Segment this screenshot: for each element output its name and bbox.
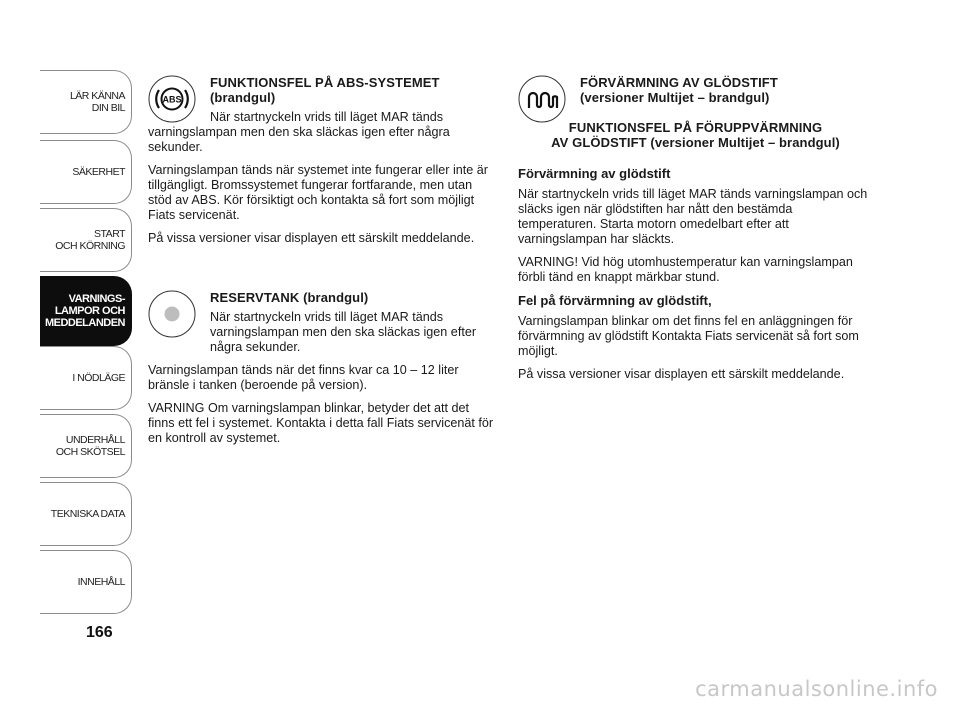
glow-subtitle: (versioner Multijet – brandgul) [580,90,770,105]
tab-start-och-korning[interactable] [40,208,132,272]
preheat-fault-paragraph-2: På vissa versioner visar displayen ett särskilt meddelande. [518,367,845,381]
reserve-title: RESERVTANK (brandgul) [210,290,369,305]
tab-varningslampor-och-meddelanden[interactable] [40,276,132,346]
watermark: carmanualsonline.info [695,677,938,701]
preheat-paragraph-1: När startnyckeln vrids till läget MAR tänds varningslampan och släcks igen när glödstiften har nått den bestämda temperaturen. Starta motorn omedelbart efter att varningslampan har släckts. [518,187,868,246]
tab-lar-kanna-din-bil[interactable] [40,70,132,134]
tab-label: START OCH KÖRNING [55,228,125,252]
page-number: 166 [86,624,113,641]
preheat-fault-heading: Fel på förvärmning av glödstift, [518,293,712,308]
preheat-paragraph-2: VARNING! Vid hög utomhustemperatur kan varningslampan förbli tänd en knappt märkbar stund. [518,255,853,284]
tab-i-nodlage[interactable] [40,346,132,410]
reserve-paragraph-3: VARNING Om varningslampan blinkar, betyder det att det finns ett fel i systemet. Kontakta i detta fall Fiats servicenät för en kontroll av systemet. [148,401,494,445]
abs-paragraph-1: När startnyckeln vrids till läget MAR tänds varningslampan men den ska släckas igen efter några sekunder. [148,110,450,154]
abs-paragraph-3: På vissa versioner visar displayen ett särskilt meddelande. [148,231,475,245]
tab-label: LÄR KÄNNA DIN BIL [69,90,125,114]
tab-underhall-och-skotsel[interactable] [40,414,132,478]
tab-label: VARNINGS- LAMPOR OCH MEDDELANDEN [44,293,125,329]
abs-icon-text: ABS [162,94,182,105]
tab-sakerhet[interactable] [40,140,132,204]
abs-paragraph-2: Varningslampan tänds när systemet inte fungerar eller inte är tillgängligt. Bromssystemet fungerar fortfarande, men utan stöd av ABS. Kör försiktigt och kontakta så fort som möjligt Fiats servicenät. [148,163,488,222]
reserve-paragraph-1: När startnyckeln vrids till läget MAR tänds varningslampan men den ska släckas igen efter några sekunder. [210,310,477,354]
preheat-heading: Förvärmning av glödstift [518,166,671,181]
abs-title: FUNKTIONSFEL PÅ ABS-SYSTEMET [210,75,440,90]
reserve-paragraph-2: Varningslampan tänds när det finns kvar ca 10 – 12 liter bränsle i tanken (beroende på version). [148,363,459,392]
glow-plug-section [518,75,873,390]
tab-label: SÄKERHET [72,166,125,178]
tab-innehall[interactable] [40,550,132,614]
glow-fault-title: FUNKTIONSFEL PÅ FÖRUPPVÄRMNING [568,120,823,135]
tab-label: INNEHÅLL [77,576,125,588]
glow-title: FÖRVÄRMNING AV GLÖDSTIFT [580,75,778,90]
tab-tekniska-data[interactable] [40,482,132,546]
glow-fault-subtitle: AV GLÖDSTIFT (versioner Multijet – brandgul) [551,135,840,150]
tab-label: TEKNISKA DATA [50,508,125,520]
preheat-fault-paragraph-1: Varningslampan blinkar om det finns fel en anläggningen för förvärmning av glödstift Kontakta Fiats servicenät så fort som möjligt. [518,314,859,358]
reserve-section [148,290,498,454]
abs-subtitle: (brandgul) [210,90,276,105]
tab-label: I NÖDLÄGE [72,372,125,384]
abs-section [148,75,498,254]
tab-label: UNDERHÅLL OCH SKÖTSEL [55,434,125,458]
